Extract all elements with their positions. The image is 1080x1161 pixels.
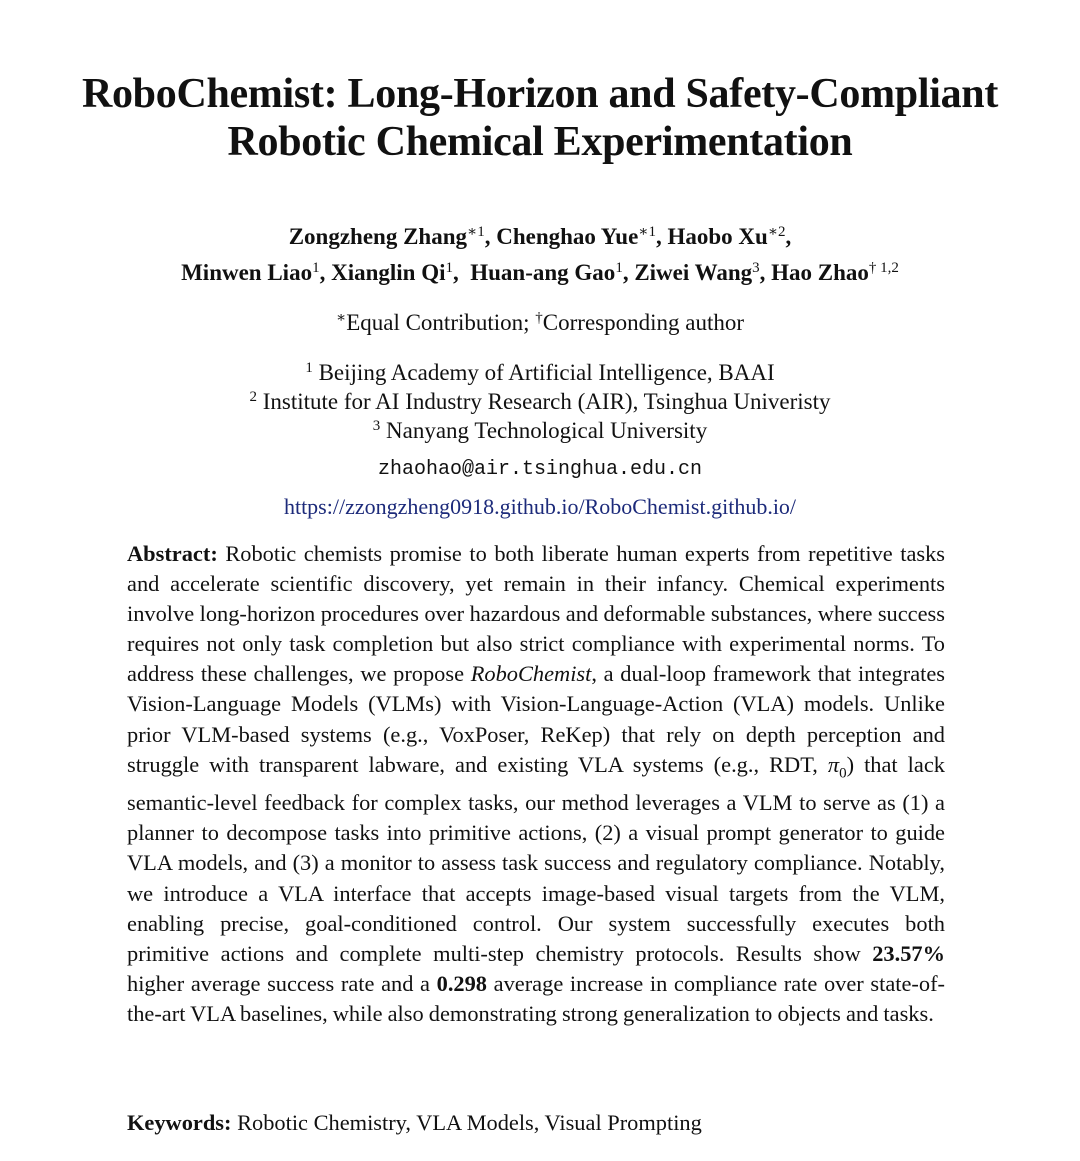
author-name: Xianglin Qi <box>331 260 446 285</box>
affiliation-text: Beijing Academy of Artificial Intelligence, BAAI <box>318 360 775 385</box>
author-name: Haobo Xu <box>667 224 768 249</box>
author-mark: † 1,2 <box>868 259 899 276</box>
abstract-system-name: RoboChemist <box>470 661 592 687</box>
author-separator: , <box>484 224 497 249</box>
affiliation-item <box>20 387 1060 416</box>
contact-email[interactable]: zhaohao@air.tsinghua.edu.cn <box>377 458 703 481</box>
author-line-1 <box>20 219 1060 255</box>
abstract-paragraph <box>127 539 945 1029</box>
title-line-2: Robotic Chemical Experimentation <box>227 119 853 165</box>
abstract-label: Abstract: <box>127 541 218 566</box>
author-name: Minwen Liao <box>181 260 313 285</box>
abstract-stat-compliance: 0.298 <box>436 970 488 996</box>
abstract-text-5: average increase in compliance rate over state-of-the-art VLA baselines, while also demonstrating strong generalization to objects and tasks. <box>127 970 945 1026</box>
pi-symbol: π <box>827 751 840 777</box>
abstract-text-3: ) that lack semantic-level feedback for complex tasks, our method leverages a VLM to serve as (1) a planner to decompose tasks into primitive actions, (2) a visual prompt generator to guide VLA models, and (3) a monitor to assess task success and regulatory compliance. Notably, we introduce a VLA interface that accepts image-based visual targets from the VLM, enabling precise, goal-conditioned control. Our system successfully executes both primitive actions and complete multi-step chemistry protocols. Results show <box>127 751 945 966</box>
author-mark: 3 <box>752 259 760 276</box>
affiliation-number: 2 <box>249 388 257 405</box>
author-separator: , <box>656 224 668 249</box>
paper-title <box>20 70 1060 166</box>
affiliation-text: Institute for AI Industry Research (AIR), Tsinghua Univeristy <box>262 389 831 414</box>
author-separator: , <box>452 260 471 285</box>
affiliation-number: 1 <box>305 359 313 376</box>
author-name: Hao Zhao <box>771 260 869 285</box>
affiliation-list <box>20 358 1060 445</box>
corresponding-author-mark: † <box>535 309 543 326</box>
keywords-text: Robotic Chemistry, VLA Models, Visual Prompting <box>231 1110 702 1135</box>
equal-contribution-text: Equal Contribution; <box>346 310 530 335</box>
affiliation-text: Nanyang Technological University <box>386 418 708 443</box>
author-mark: 1 <box>615 259 623 276</box>
abstract-text-4: higher average success rate and a <box>127 970 437 996</box>
author-name: Chenghao Yue <box>496 224 639 249</box>
author-name: Ziwei Wang <box>634 260 753 285</box>
project-url-link[interactable]: https://zzongzheng0918.github.io/RoboChemist.github.io/ <box>283 494 797 519</box>
author-mark: 1 <box>445 259 453 276</box>
corresponding-author-text: Corresponding author <box>542 310 745 335</box>
author-name: Zongzheng Zhang <box>288 224 467 249</box>
affiliation-item <box>20 416 1060 445</box>
author-separator: , <box>785 224 792 249</box>
title-line-1: RoboChemist: Long-Horizon and Safety-Compliant <box>81 71 999 117</box>
affiliation-item <box>20 358 1060 387</box>
author-mark: 1 <box>312 259 320 276</box>
author-separator: , <box>759 260 772 285</box>
abstract-text-1: Robotic chemists promise to both liberate human experts from repetitive tasks and accelerate scientific discovery, yet remain in their infancy. Chemical experiments involve long-horizon procedures over hazardous and deformable substances, where success requires not only task completion but also strict compliance with experimental norms. To address these challenges, we propose <box>127 541 945 687</box>
pi-subscript: 0 <box>839 765 847 782</box>
equal-contribution-mark: ∗ <box>335 309 347 326</box>
author-list <box>20 219 1060 291</box>
author-separator: , <box>319 260 332 285</box>
author-line-2 <box>20 255 1060 291</box>
keywords-line <box>127 1107 945 1139</box>
author-name: Huan-ang Gao <box>470 260 616 285</box>
author-mark: ∗1 <box>638 223 656 240</box>
abstract-stat-success: 23.57% <box>872 940 945 966</box>
author-separator: , <box>622 260 635 285</box>
affiliation-number: 3 <box>372 417 381 434</box>
keywords-label: Keywords: <box>127 1110 232 1135</box>
author-mark: ∗1 <box>467 223 485 240</box>
contribution-note <box>20 307 1060 339</box>
author-mark: ∗2 <box>767 223 786 240</box>
abstract-text-2: , a dual-loop framework that integrates Vision-Language Models (VLMs) with Vision-Language-Action (VLA) models. Unlike prior VLM-based systems (e.g., VoxPoser, ReKep) that rely on depth perception and struggle with transparent labware, and existing VLA systems (e.g., RDT, <box>127 661 945 777</box>
